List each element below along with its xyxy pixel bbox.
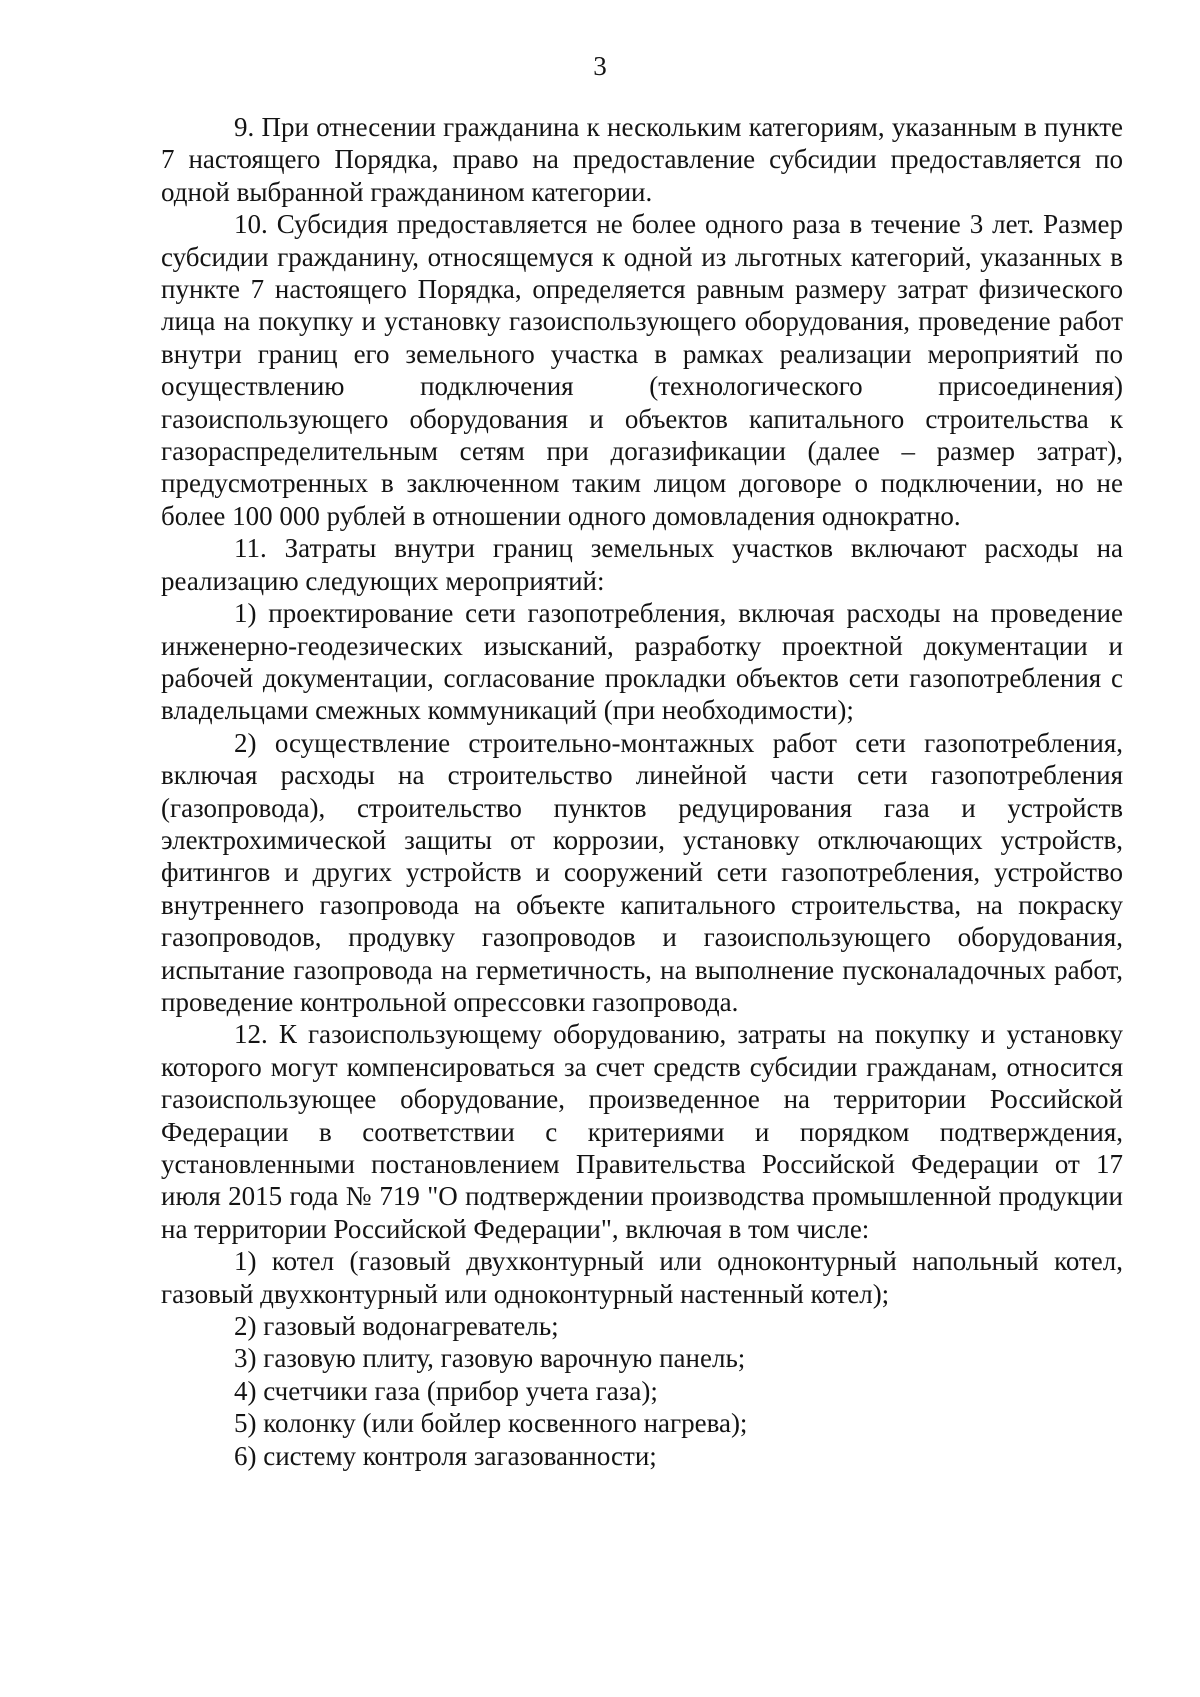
paragraph-12-item-3: 3) газовую плиту, газовую варочную панель; [234, 1343, 746, 1374]
paragraph-9: 9. При отнесении гражданина к нескольким категориям, указанным в пункте 7 настоящего Порядка, право на предоставление субсидии предоставляется по одной выбранной гражданином категории. [161, 112, 1123, 207]
paragraph-10: 10. Субсидия предоставляется не более одного раза в течение 3 лет. Размер субсидии гражданину, относящемуся к одной из льготных категорий, указанных в пункте 7 настоящего Порядка, определяется равным размеру затрат физического лица на покупку и установку газоиспользующего оборудования, проведение работ внутри границ его земельного участка в рамках реализации мероприятий по осуществлению подключения (технологического присоединения) газоиспользующего оборудования и объектов капитального строительства к газораспределительным сетям при догазификации (далее – размер затрат), предусмотренных в заключенном таким лицом договоре о подключении, но не более 100 000 рублей в отношении одного домовладения однократно. [161, 209, 1123, 531]
paragraph-12-item-6: 6) систему контроля загазованности; [234, 1440, 657, 1471]
paragraph-12-item-1: 1) котел (газовый двухконтурный или одноконтурный напольный котел, газовый двухконтурный или одноконтурный настенный котел); [161, 1246, 1123, 1309]
paragraph-11-item-2: 2) осуществление строительно-монтажных работ сети газопотребления, включая расходы на строительство линейной части сети газопотребления (газопровода), строительство пунктов редуцирования газа и устройств электрохимической защиты от коррозии, установку отключающих устройств, фитингов и других устройств и сооружений сети газопотребления, устройство внутреннего газопровода на объекте капитального строительства, на покраску газопроводов, продувку газопроводов и газоиспользующего оборудования, испытание газопровода на герметичность, на выполнение пусконаладочных работ, проведение контрольной опрессовки газопровода. [161, 727, 1123, 1017]
document-body [161, 111, 1123, 1472]
paragraph-12: 12. К газоиспользующему оборудованию, затраты на покупку и установку которого могут компенсироваться за счет средств субсидии гражданам, относится газоиспользующее оборудование, произведенное на территории Российской Федерации в соответствии с критериями и порядком подтверждения, установленными постановлением Правительства Российской Федерации от 17 июля 2015 года № 719 "О подтверждении производства промышленной продукции на территории Российской Федерации", включая в том числе: [161, 1019, 1123, 1244]
paragraph-12-item-4: 4) счетчики газа (прибор учета газа); [234, 1375, 658, 1406]
paragraph-11-item-1: 1) проектирование сети газопотребления, включая расходы на проведение инженерно-геодезических изысканий, разработку проектной документации и рабочей документации, согласование прокладки объектов сети газопотребления с владельцами смежных коммуникаций (при необходимости); [161, 598, 1123, 726]
page-number: 3 [593, 51, 607, 81]
paragraph-12-item-5: 5) колонку (или бойлер косвенного нагрева); [234, 1408, 748, 1439]
paragraph-12-item-2: 2) газовый водонагреватель; [234, 1311, 559, 1342]
paragraph-11: 11. Затраты внутри границ земельных участков включают расходы на реализацию следующих мероприятий: [161, 533, 1123, 596]
